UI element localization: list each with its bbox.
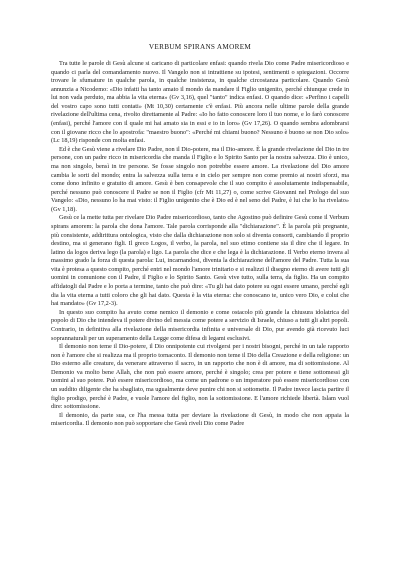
paragraph: Il demonio non teme il Dio-potere, il Dio onnipotente cui rivolgersi per i nostri bisogni, perché in un tale rapporto non è l'amore che si realizza ma il proprio tornaconto. Il demonio non teme il Dio della Creazione e della religione: un Dio esterno alle creature, da venerare attraverso il sacro, in un rapporto che non è di amore, ma di sottomissione. Al Demonio va molto bene Allah, che non può essere amore, perché è singolo; crea per potere e tiene sottomessi gli uomini al suo potere. Può essere misericordioso, ma come un padrone o un imperatore può essere misericordioso con un suddito diligente che ha sbagliato, ma ugualmente deve punire chi non si sottomette. Il Padre invece lascia partire il figlio prodigo, perché è Padre, e vuole l'amore del figlio, non la sottomissione. E l'amore richiede libertà. Islam vuol dire: sottomissione.	[51, 343, 349, 411]
paragraph: Tra tutte le parole di Gesù alcune si caricano di particolare enfasi: quando rivela Dio come Padre misericordioso e quando ci parla del comandamento nuovo. Il Vangelo non si intrattiene su ipotesi, sentimenti o spiegazioni. Occorre trovare le sfumature in qualche parola, in qualche insistenza, in qualche circostanza particolare. Quando Gesù annunzia a Nicodemo: «Dio infatti ha tanto amato il mondo da mandare il Figlio unigenito, perché chiunque crede in lui non vada perduto, ma abbia la vita eterna» (Gv 3,16), quel "tanto" indica enfasi. O quando dice: «Perfino i capelli del vostro capo sono tutti contati» (Mt 10,30) certamente c'è enfasi. Più ancora nelle ultime parole della grande rivelazione dell'ultima cena, rivolto direttamente al Padre: «Io ho fatto conoscere loro il tuo nome, e lo farò conoscere (enfasi), perché l'amore con il quale mi hai amato sia in essi e io in loro» (Gv 17,26). O quando sembra adombrarsi con il giovane ricco che lo apostrofa: "maestro buono": «Perché mi chiami buono? Nessuno è buono se non Dio solo» (Lc 18,19) risponde con molta enfasi.	[51, 60, 349, 145]
paragraph: Gesù ce la mette tutta per rivelare Dio Padre misericordioso, tanto che Agostino può definire Gesù come il Verbum spirans amorem: la parola che dona l'amore. Tale parola corrisponde alla "dichiarazione". È la parola più pregnante, più consistente, addirittura ontologica, visto che dalla dichiarazione non solo si diventa consorti, cambiando il proprio destino, ma si generano figli. Il greco Logos, il verbo, la parola, nel suo etimo contiene sia il dire che il legare. In latino da logos deriva lego (la parola) e ligo. La parola che dice e che lega è la dichiarazione. Il Verbo eterno invera al massimo grado la forza di questa parola: Lui, incarnandosi, diventa la dichiarazione dell'amore del Padre. Tutta la sua vita è protesa a questo compito, perché entri nel mondo l'amore trinitario e si realizzi il disegno eterno di avere tutti gli uomini in comunione con il Padre, il Figlio e lo Spirito Santo. Gesù vive tutto, sulla terra, da figlio. Ha un compito affidatogli dal Padre e lo porta a termine, tanto che può dire: «Tu gli hai dato potere su ogni essere umano, perché egli dia la vita eterna a tutti coloro che gli hai dato. Questa è la vita eterna: che conoscano te, unico vero Dio, e colui che hai mandato» (Gv 17,2-3).	[51, 214, 349, 308]
document-title: VERBUM SPIRANS AMOREM	[148, 43, 252, 51]
document-body	[51, 60, 349, 429]
paragraph: Ed è che Gesù viene a rivelare Dio Padre, non il Dio-potere, ma il Dio-amore. È la grande rivelazione del Dio in tre persone, con un padre ricco in misericordia che manda il Figlio e lo Spirito Santo per la nostra salvezza. Dio è unico, ma non singolo, bensì in tre persone. Se fosse singolo non potrebbe essere amore. La rivelazione del Dio amore cambia le sorti del mondo; entra la salvezza sulla terra e in cielo per sempre non come premio ai nostri sforzi, ma come dono infinito e gratuito di amore. Gesù è ben consapevole che il suo compito è assolutamente indispensabile, perché nessuno può conoscere il Padre se non il Figlio (cfr Mt 11,27) o, come scrive Giovanni nel Prologo del suo Vangelo: «Dio, nessuno lo ha mai visto: il Figlio unigenito che è Dio ed è nel seno del Padre, è lui che lo ha rivelato» (Gv 1,18).	[51, 145, 349, 213]
paragraph: In questo suo compito ha avuto come nemico il demonio e come ostacolo più grande la chiusura idolatrica del popolo di Dio che intendeva il potere divino del messia come potere a servizio di Israele, chiuso a tutti gli altri popoli. Contrario, in definitiva alla rivelazione della misericordia infinita e universale di Dio, pur avendo già ricevuto luci soprannaturali per un superamento della Legge come difesa di legami esclusivi.	[51, 308, 349, 342]
paragraph: Il demonio, da parte sua, ce l'ha messa tutta per deviare la rivelazione di Gesù, in modo che non appaia la misericordia. Il demonio non può sopportare che Gesù riveli Dio come Padre	[51, 411, 349, 428]
